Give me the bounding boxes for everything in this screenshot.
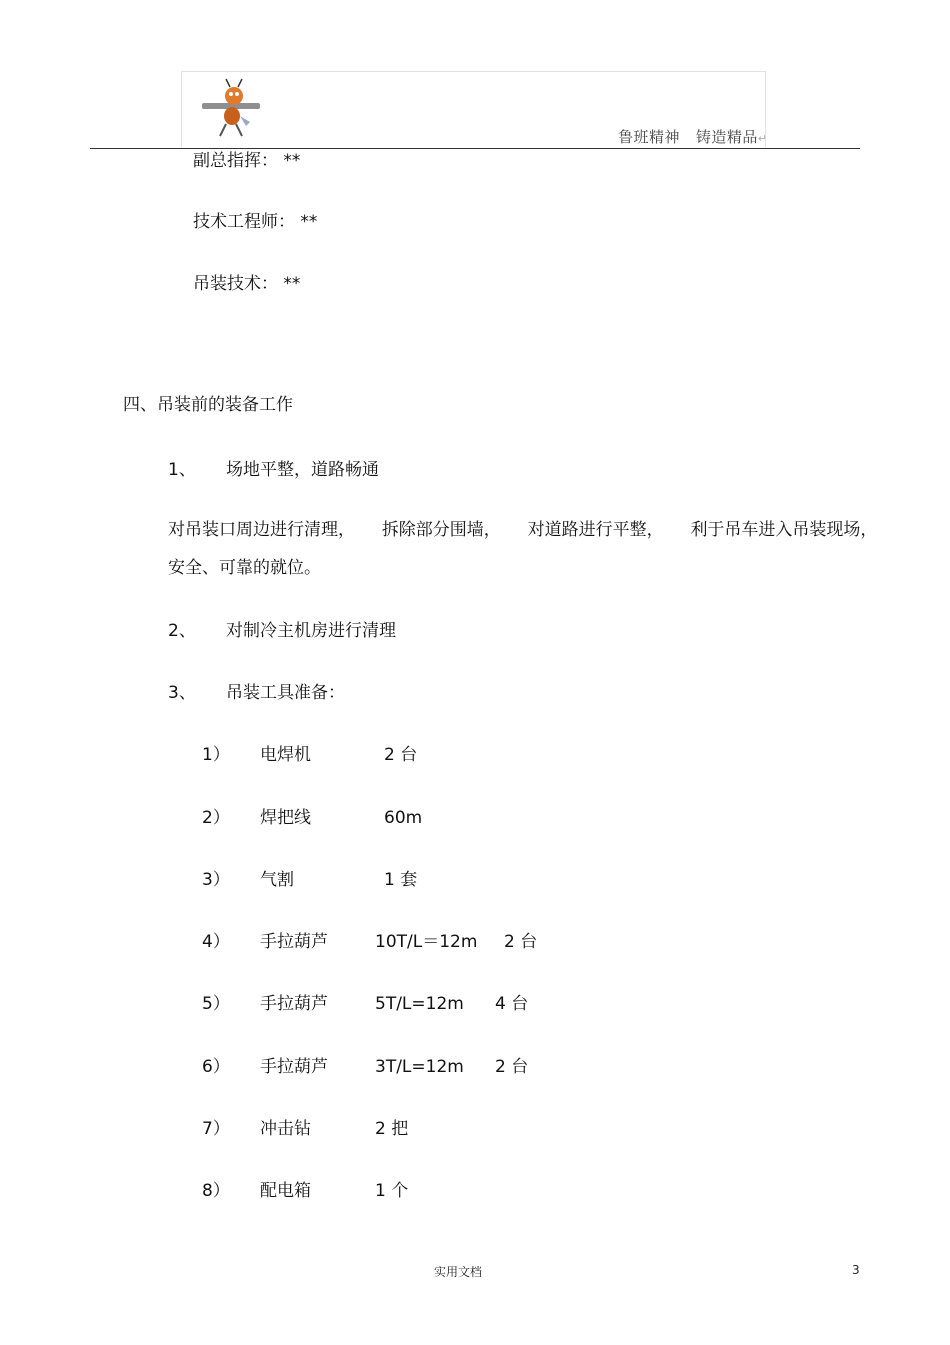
item-text: 场地平整，道路畅通 bbox=[226, 460, 379, 480]
paragraph-line-2: 安全、可靠的就位。 bbox=[168, 558, 321, 578]
tool-spec: 3T/L=12m bbox=[375, 1057, 464, 1077]
tool-quantity: 2 台 bbox=[495, 1057, 529, 1077]
role-vice-commander bbox=[193, 151, 300, 171]
page-number: 3 bbox=[852, 1263, 860, 1277]
tool-number: 2） bbox=[202, 808, 230, 828]
role-label: 副总指挥： bbox=[193, 151, 278, 171]
footer-label: 实用文档 bbox=[434, 1265, 483, 1279]
tool-number: 1） bbox=[202, 745, 230, 765]
header-slogan bbox=[618, 126, 768, 147]
tool-name: 手拉葫芦 bbox=[260, 994, 328, 1014]
item-text: 吊装工具准备： bbox=[226, 683, 345, 703]
role-technical-engineer bbox=[193, 212, 317, 232]
tool-number: 4） bbox=[202, 932, 230, 952]
tool-name: 配电箱 bbox=[260, 1181, 311, 1201]
tool-name: 气割 bbox=[260, 870, 294, 890]
item-number: 2、 bbox=[168, 621, 196, 641]
tool-spec: 10T/L＝12m bbox=[375, 932, 478, 952]
tool-quantity: 60m bbox=[384, 808, 423, 828]
tool-spec: 5T/L=12m bbox=[375, 994, 464, 1014]
section-title: 四、吊装前的装备工作 bbox=[123, 395, 293, 415]
header-rule bbox=[90, 148, 860, 149]
ant-mascot-logo bbox=[198, 76, 264, 142]
tool-name: 电焊机 bbox=[260, 745, 311, 765]
role-value: ** bbox=[283, 274, 301, 294]
paragraph-phrase: 对吊装口周边进行清理， bbox=[168, 520, 355, 540]
tool-quantity: 1 套 bbox=[384, 870, 418, 890]
tool-number: 7） bbox=[202, 1119, 230, 1139]
role-value: ** bbox=[283, 151, 301, 171]
slogan-left: 鲁班精神 bbox=[618, 128, 681, 146]
role-label: 技术工程师： bbox=[193, 212, 295, 232]
role-value: ** bbox=[300, 212, 318, 232]
item-number: 1、 bbox=[168, 460, 196, 480]
paragraph-phrase: 拆除部分围墙， bbox=[381, 520, 501, 540]
tool-name: 焊把线 bbox=[260, 808, 311, 828]
slogan-right: 铸造精品 bbox=[695, 128, 758, 146]
tool-number: 5） bbox=[202, 994, 230, 1014]
item-number: 3、 bbox=[168, 683, 196, 703]
tool-number: 3） bbox=[202, 870, 230, 890]
tool-quantity: 2 台 bbox=[504, 932, 538, 952]
tool-name: 手拉葫芦 bbox=[260, 1057, 328, 1077]
paragraph-phrase: 利于吊车进入吊装现场， bbox=[690, 520, 878, 540]
tool-quantity: 1 个 bbox=[375, 1181, 409, 1201]
item-text: 对制冷主机房进行清理 bbox=[226, 621, 396, 641]
tool-number: 8） bbox=[202, 1181, 230, 1201]
role-label: 吊装技术： bbox=[193, 274, 278, 294]
role-hoisting-technician bbox=[193, 274, 300, 294]
tool-quantity: 4 台 bbox=[495, 994, 529, 1014]
paragraph-phrase: 对道路进行平整， bbox=[527, 520, 664, 540]
tool-quantity: 2 把 bbox=[375, 1119, 409, 1139]
tool-name: 冲击钻 bbox=[260, 1119, 311, 1139]
return-mark: ↵ bbox=[757, 132, 768, 145]
tool-number: 6） bbox=[202, 1057, 230, 1077]
paragraph-line-1 bbox=[168, 520, 877, 540]
tool-quantity: 2 台 bbox=[384, 745, 418, 765]
tool-name: 手拉葫芦 bbox=[260, 932, 328, 952]
